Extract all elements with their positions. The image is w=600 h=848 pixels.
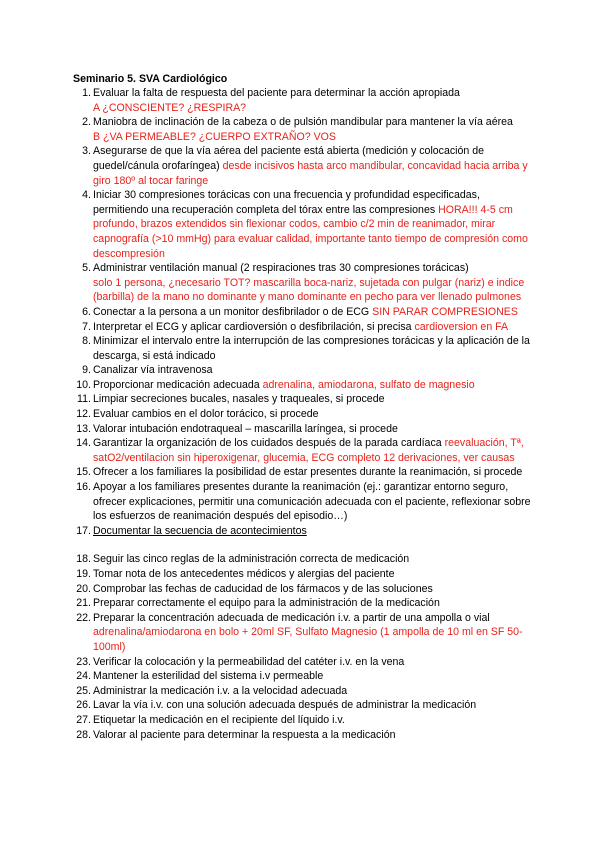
item-note: solo 1 persona, ¿necesario TOT? mascarilla boca-nariz, sujetada con pulgar (nariz) e indice (barbilla) de la mano no dominante y mano dominante en pecho para ver llenado pulmones	[93, 276, 525, 304]
page-title: Seminario 5. SVA Cardiológico	[73, 73, 228, 85]
item-text: Conectar a la persona a un monitor desfibrilador o de ECG	[93, 305, 373, 318]
item-text: Interpretar el ECG y aplicar cardioversión o desfibrilación, si precisa	[93, 320, 415, 333]
item-text: Comprobar las fechas de caducidad de los fármacos y de las soluciones	[93, 582, 433, 595]
item-number: 27.	[76, 713, 91, 726]
list-item	[0, 480, 533, 524]
list-item	[0, 407, 533, 422]
item-text: Preparar correctamente el equipo para la administración de la medicación	[93, 597, 440, 610]
item-text: Ofrecer a los familiares la posibilidad de estar presentes durante la reanimación, si procede	[93, 466, 523, 479]
item-number: 22.	[76, 611, 91, 624]
item-text: Evaluar cambios en el dolor torácico, si procede	[93, 408, 319, 421]
item-number: 15.	[76, 466, 91, 479]
item-number: 19.	[76, 568, 91, 580]
item-text: Limpiar secreciones bucales, nasales y traqueales, si procede	[93, 393, 385, 406]
item-number: 9.	[82, 364, 91, 377]
item-text: Lavar la vía i.v. con una solución adecuada después de administrar la medicación	[93, 699, 477, 712]
item-text: Tomar nota de los antecedentes médicos y alergias del paciente	[93, 568, 395, 580]
item-number: 21.	[76, 597, 91, 610]
item-note: adrenalina/amiodarona en bolo + 20ml SF, Sulfato Magnesio (1 ampolla de 10 ml en SF 50-100ml)	[93, 626, 523, 653]
item-note: desde incisivos hasta arco mandibular, concavidad hacia arriba y giro 180º al tocar faringe	[93, 159, 528, 187]
list-item	[0, 144, 533, 188]
item-text: Etiquetar la medicación en el recipiente del líquido i.v.	[93, 713, 345, 726]
item-note: B ¿VA PERMEABLE? ¿CUERPO EXTRAÑO? VOS	[93, 130, 336, 143]
item-text: Valorar intubación endotraqueal – mascarilla laríngea, si procede	[93, 422, 398, 435]
list-item	[0, 698, 533, 713]
item-number: 25.	[76, 684, 91, 697]
item-note: cardioversion en FA	[414, 320, 509, 333]
item-number: 14.	[76, 437, 91, 450]
item-number: 10.	[76, 378, 91, 391]
item-text: Documentar la secuencia de acontecimientos	[93, 524, 307, 537]
list-item	[0, 436, 533, 465]
item-number: 20.	[76, 582, 91, 595]
item-text: Administrar ventilación manual (2 respiraciones tras 30 compresiones torácicas)	[93, 262, 469, 275]
item-number: 28.	[76, 728, 91, 741]
list-item	[0, 713, 533, 728]
list-item	[0, 552, 533, 567]
item-number: 24.	[76, 670, 91, 683]
item-note: reevaluación, Tª, satO2/ventilacion sin hiperoxigenar, glucemia, ECG completo 12 derivaciones, ver causas	[93, 437, 524, 464]
item-text: Seguir las cinco reglas de la administración correcta de medicación	[93, 553, 410, 566]
item-number: 6.	[82, 305, 91, 318]
list-item	[0, 422, 533, 437]
item-number: 12.	[76, 408, 91, 421]
list-item	[0, 684, 533, 699]
list-item	[0, 320, 533, 335]
item-number: 26.	[76, 699, 91, 712]
item-number: 1.	[82, 87, 91, 99]
item-text: Verificar la colocación y la permeabilidad del catéter i.v. en la vena	[93, 655, 405, 668]
list-item	[0, 524, 533, 539]
list-item	[0, 567, 533, 582]
item-text: Garantizar la organización de los cuidados después de la parada cardíaca	[93, 437, 445, 450]
item-number: 17.	[76, 524, 91, 537]
item-number: 5.	[82, 262, 91, 275]
list-item	[0, 305, 533, 320]
list-item	[0, 334, 533, 363]
item-number: 11.	[77, 393, 91, 406]
list-item	[0, 261, 533, 305]
item-text: Maniobra de inclinación de la cabeza o de pulsión mandibular para mantener la vía aérea	[93, 116, 513, 129]
item-text: Evaluar la falta de respuesta del paciente para determinar la acción apropiada	[93, 87, 460, 99]
item-text: Valorar al paciente para determinar la respuesta a la medicación	[93, 728, 396, 741]
list-item	[0, 188, 533, 261]
item-number: 4.	[82, 189, 91, 202]
item-number: 7.	[82, 320, 91, 333]
item-number: 18.	[76, 553, 91, 566]
item-note: A ¿CONSCIENTE? ¿RESPIRA?	[93, 101, 247, 114]
item-text: Proporcionar medicación adecuada	[93, 378, 263, 391]
list-item	[0, 465, 533, 480]
item-note: adrenalina, amiodarona, sulfato de magnesio	[262, 378, 475, 391]
list-item	[0, 596, 533, 611]
procedure-list	[0, 86, 600, 742]
list-item	[0, 392, 533, 407]
item-text: Mantener la esterilidad del sistema i.v permeable	[93, 670, 324, 683]
item-number: 13.	[76, 422, 91, 435]
list-item	[0, 378, 533, 393]
list-item	[0, 655, 533, 670]
list-item	[0, 728, 533, 743]
list-item	[0, 115, 533, 144]
item-number: 16.	[76, 481, 91, 494]
list-item	[0, 669, 533, 684]
item-note: HORA!!! 4-5 cm profundo, brazos extendidos sin flexionar codos, cambio c/2 min de reanimador, mirar capnografía (>10 mmHg) para evaluar calidad, importante tanto tiempo de compresión como descompresión	[93, 203, 528, 260]
item-text: Canalizar vía intravenosa	[93, 364, 213, 377]
item-number: 3.	[82, 145, 91, 158]
item-text: Preparar la concentración adecuada de medicación i.v. a partir de una ampolla o vial	[93, 611, 490, 624]
item-number: 2.	[82, 116, 91, 129]
item-number: 8.	[82, 335, 91, 348]
list-item	[0, 611, 533, 655]
item-text: Administrar la medicación i.v. a la velocidad adecuada	[93, 684, 348, 697]
item-text: Iniciar 30 compresiones torácicas con una frecuencia y profundidad especificadas, permitiendo una recuperación completa del tórax entre las compresiones	[93, 189, 480, 216]
list-item	[0, 582, 533, 597]
item-note: SIN PARAR COMPRESIONES	[372, 305, 518, 318]
item-text: Minimizar el intervalo entre la interrupción de las compresiones torácicas y la aplicación de la descarga, si está indicado	[93, 335, 530, 362]
list-item	[0, 363, 533, 378]
item-text: Apoyar a los familiares presentes durante la reanimación (ej.: garantizar entorno seguro, ofrecer explicaciones, permitir una comunicación adecuada con el paciente, reflexionar sobre los esfuerzos de reanimación después del episodio…)	[93, 481, 531, 523]
item-text: Asegurarse de que la vía aérea del paciente está abierta (medición y colocación de guedel/cánula orofaríngea)	[93, 145, 485, 172]
item-number: 23.	[76, 655, 91, 668]
list-item	[0, 86, 533, 115]
